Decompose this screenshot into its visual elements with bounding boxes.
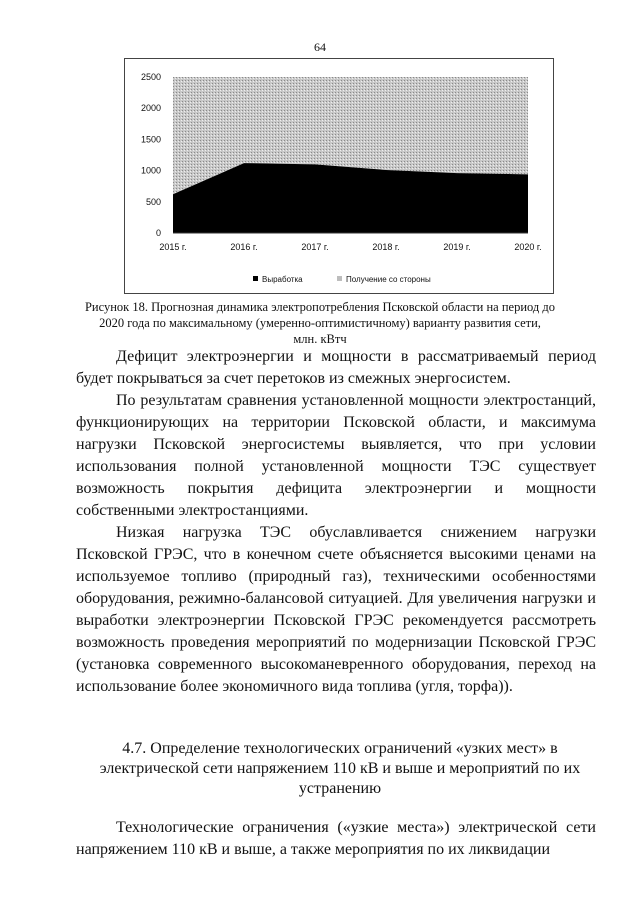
y-tick-label: 500 — [145, 196, 161, 207]
paragraph-low-load: Низкая нагрузка ТЭС обуславливается снижением нагрузки Псковской ГРЭС, что в конечном счете объясняется высокими ценами на используемое топливо (природный газ), техническими особенностями оборудования, режимно-балансовой ситуацией. Для увеличения нагрузки и выработки электроэнергии Псковской ГРЭС рекомендуется рассмотреть возможность проведения мероприятий по модернизации Псковской ГРЭС (установка современного высокоманевренного оборудования, переход на использование более экономичного вида топлива (угля, торфа)). — [76, 524, 596, 695]
y-tick-label: 2500 — [140, 72, 161, 82]
legend-swatch-received — [337, 276, 342, 281]
x-tick-label: 2018 г. — [372, 242, 400, 252]
legend-swatch-generation — [253, 276, 258, 281]
paragraph-deficit: Дефицит электроэнергии и мощности в рассматриваемый период будет покрываться за счет перетоков из смежных энергосистем. — [76, 348, 596, 387]
x-tick-label: 2015 г. — [159, 242, 187, 252]
chart — [124, 58, 554, 294]
x-tick-label: 2016 г. — [230, 242, 258, 252]
caption-line-1: Рисунок 18. Прогнозная динамика электропотребления Псковской области на период до — [84, 300, 556, 314]
body-text — [76, 346, 596, 698]
y-tick-label: 0 — [155, 228, 161, 238]
caption-line-2: 2020 года по максимальному (умеренно-оптимистичному) варианту развития сети, — [99, 316, 541, 330]
paragraph-comparison: По результатам сравнения установленной мощности электростанций, функционирующих на территории Псковской области, и максимума нагрузки Псковской энергосистемы выявляется, что при условии использования полной установленной мощности ТЭС существует возможность покрытия дефицита электроэнергии и мощности собственными электростанциями. — [76, 392, 596, 519]
figure-caption — [60, 299, 580, 347]
section-heading-line-3: устранению — [298, 780, 382, 797]
paragraph-constraints: Технологические ограничения («узкие места») электрической сети напряжением 110 кВ и выше, а также мероприятия по их ликвидации — [76, 819, 596, 858]
x-tick-label: 2017 г. — [301, 242, 329, 252]
page-number: 64 — [314, 40, 326, 54]
y-tick-label: 1500 — [140, 134, 161, 145]
chart-svg — [125, 59, 553, 293]
legend-label-received: Получение со стороны — [346, 275, 431, 284]
caption-line-3: млн. кВтч — [293, 332, 347, 346]
section-heading-line-1: 4.7. Определение технологических ограничений «узких мест» в — [122, 740, 558, 757]
section-heading — [90, 739, 590, 799]
y-tick-label: 2000 — [140, 103, 161, 114]
x-tick-label: 2019 г. — [443, 242, 471, 252]
y-tick-label: 1000 — [140, 165, 161, 176]
body-text-final — [76, 817, 596, 861]
area-generation — [173, 163, 528, 233]
section-heading-line-2: электрической сети напряжением 110 кВ и выше и мероприятий по их — [99, 760, 581, 777]
legend-label-generation: Выработка — [262, 275, 303, 284]
x-tick-label: 2020 г. — [514, 242, 542, 252]
